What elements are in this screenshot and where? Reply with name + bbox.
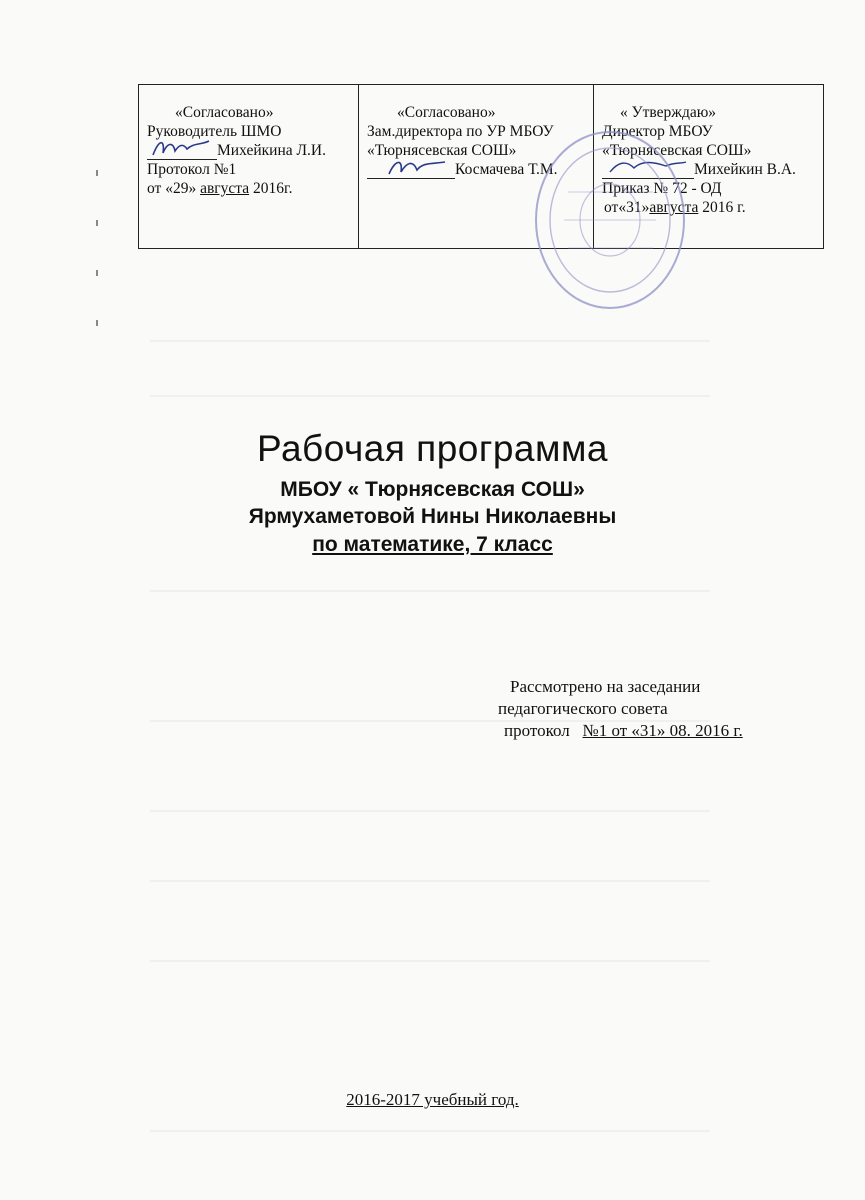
- approval-signer: Михейкин В.А.: [694, 161, 796, 178]
- signature-icon: [147, 141, 217, 160]
- council-protocol: протокол №1 от «31» 08. 2016 г.: [504, 721, 743, 740]
- margin-marks: [93, 170, 103, 340]
- approval-position: Директор МБОУ: [602, 123, 713, 140]
- approval-date: от«31»августа 2016 г.: [604, 199, 746, 216]
- council-review: [498, 676, 743, 742]
- approval-position: Зам.директора по УР МБОУ: [367, 123, 554, 140]
- scan-artifact: [150, 810, 710, 812]
- approval-position: Руководитель ШМО: [147, 123, 282, 140]
- approval-date: от «29» августа 2016г.: [147, 180, 293, 197]
- document-title: Рабочая программа: [257, 428, 608, 469]
- approval-order: Приказ № 72 - ОД: [602, 180, 722, 197]
- signature-icon: [367, 160, 455, 179]
- approvals-table: [138, 84, 824, 249]
- stamp-icon: [528, 122, 693, 317]
- scan-artifact: [150, 590, 710, 592]
- approval-protocol: Протокол №1: [147, 161, 237, 178]
- scan-artifact: [150, 395, 710, 397]
- scan-artifact: [150, 960, 710, 962]
- council-line: Рассмотрено на заседании: [510, 677, 701, 696]
- approval-school: «Тюрнясевская СОШ»: [602, 142, 752, 159]
- subject-line: по математике, 7 класс: [312, 533, 553, 556]
- council-line: педагогического совета: [498, 699, 668, 718]
- scan-artifact: [150, 340, 710, 342]
- school-name: МБОУ « Тюрнясевская СОШ»: [280, 478, 585, 501]
- approval-signer: Михейкина Л.И.: [217, 142, 326, 159]
- approval-status: «Согласовано»: [397, 104, 496, 121]
- approval-status: « Утверждаю»: [620, 104, 717, 121]
- approval-cell-shmo: [139, 85, 359, 249]
- scan-artifact: [150, 880, 710, 882]
- academic-year: 2016-2017 учебный год.: [346, 1090, 519, 1109]
- approval-school: «Тюрнясевская СОШ»: [367, 142, 517, 159]
- approval-signer: Космачева Т.М.: [455, 161, 558, 178]
- scan-artifact: [150, 1130, 710, 1132]
- teacher-name: Ярмухаметовой Нины Николаевны: [248, 505, 617, 528]
- approval-status: «Согласовано»: [175, 104, 274, 121]
